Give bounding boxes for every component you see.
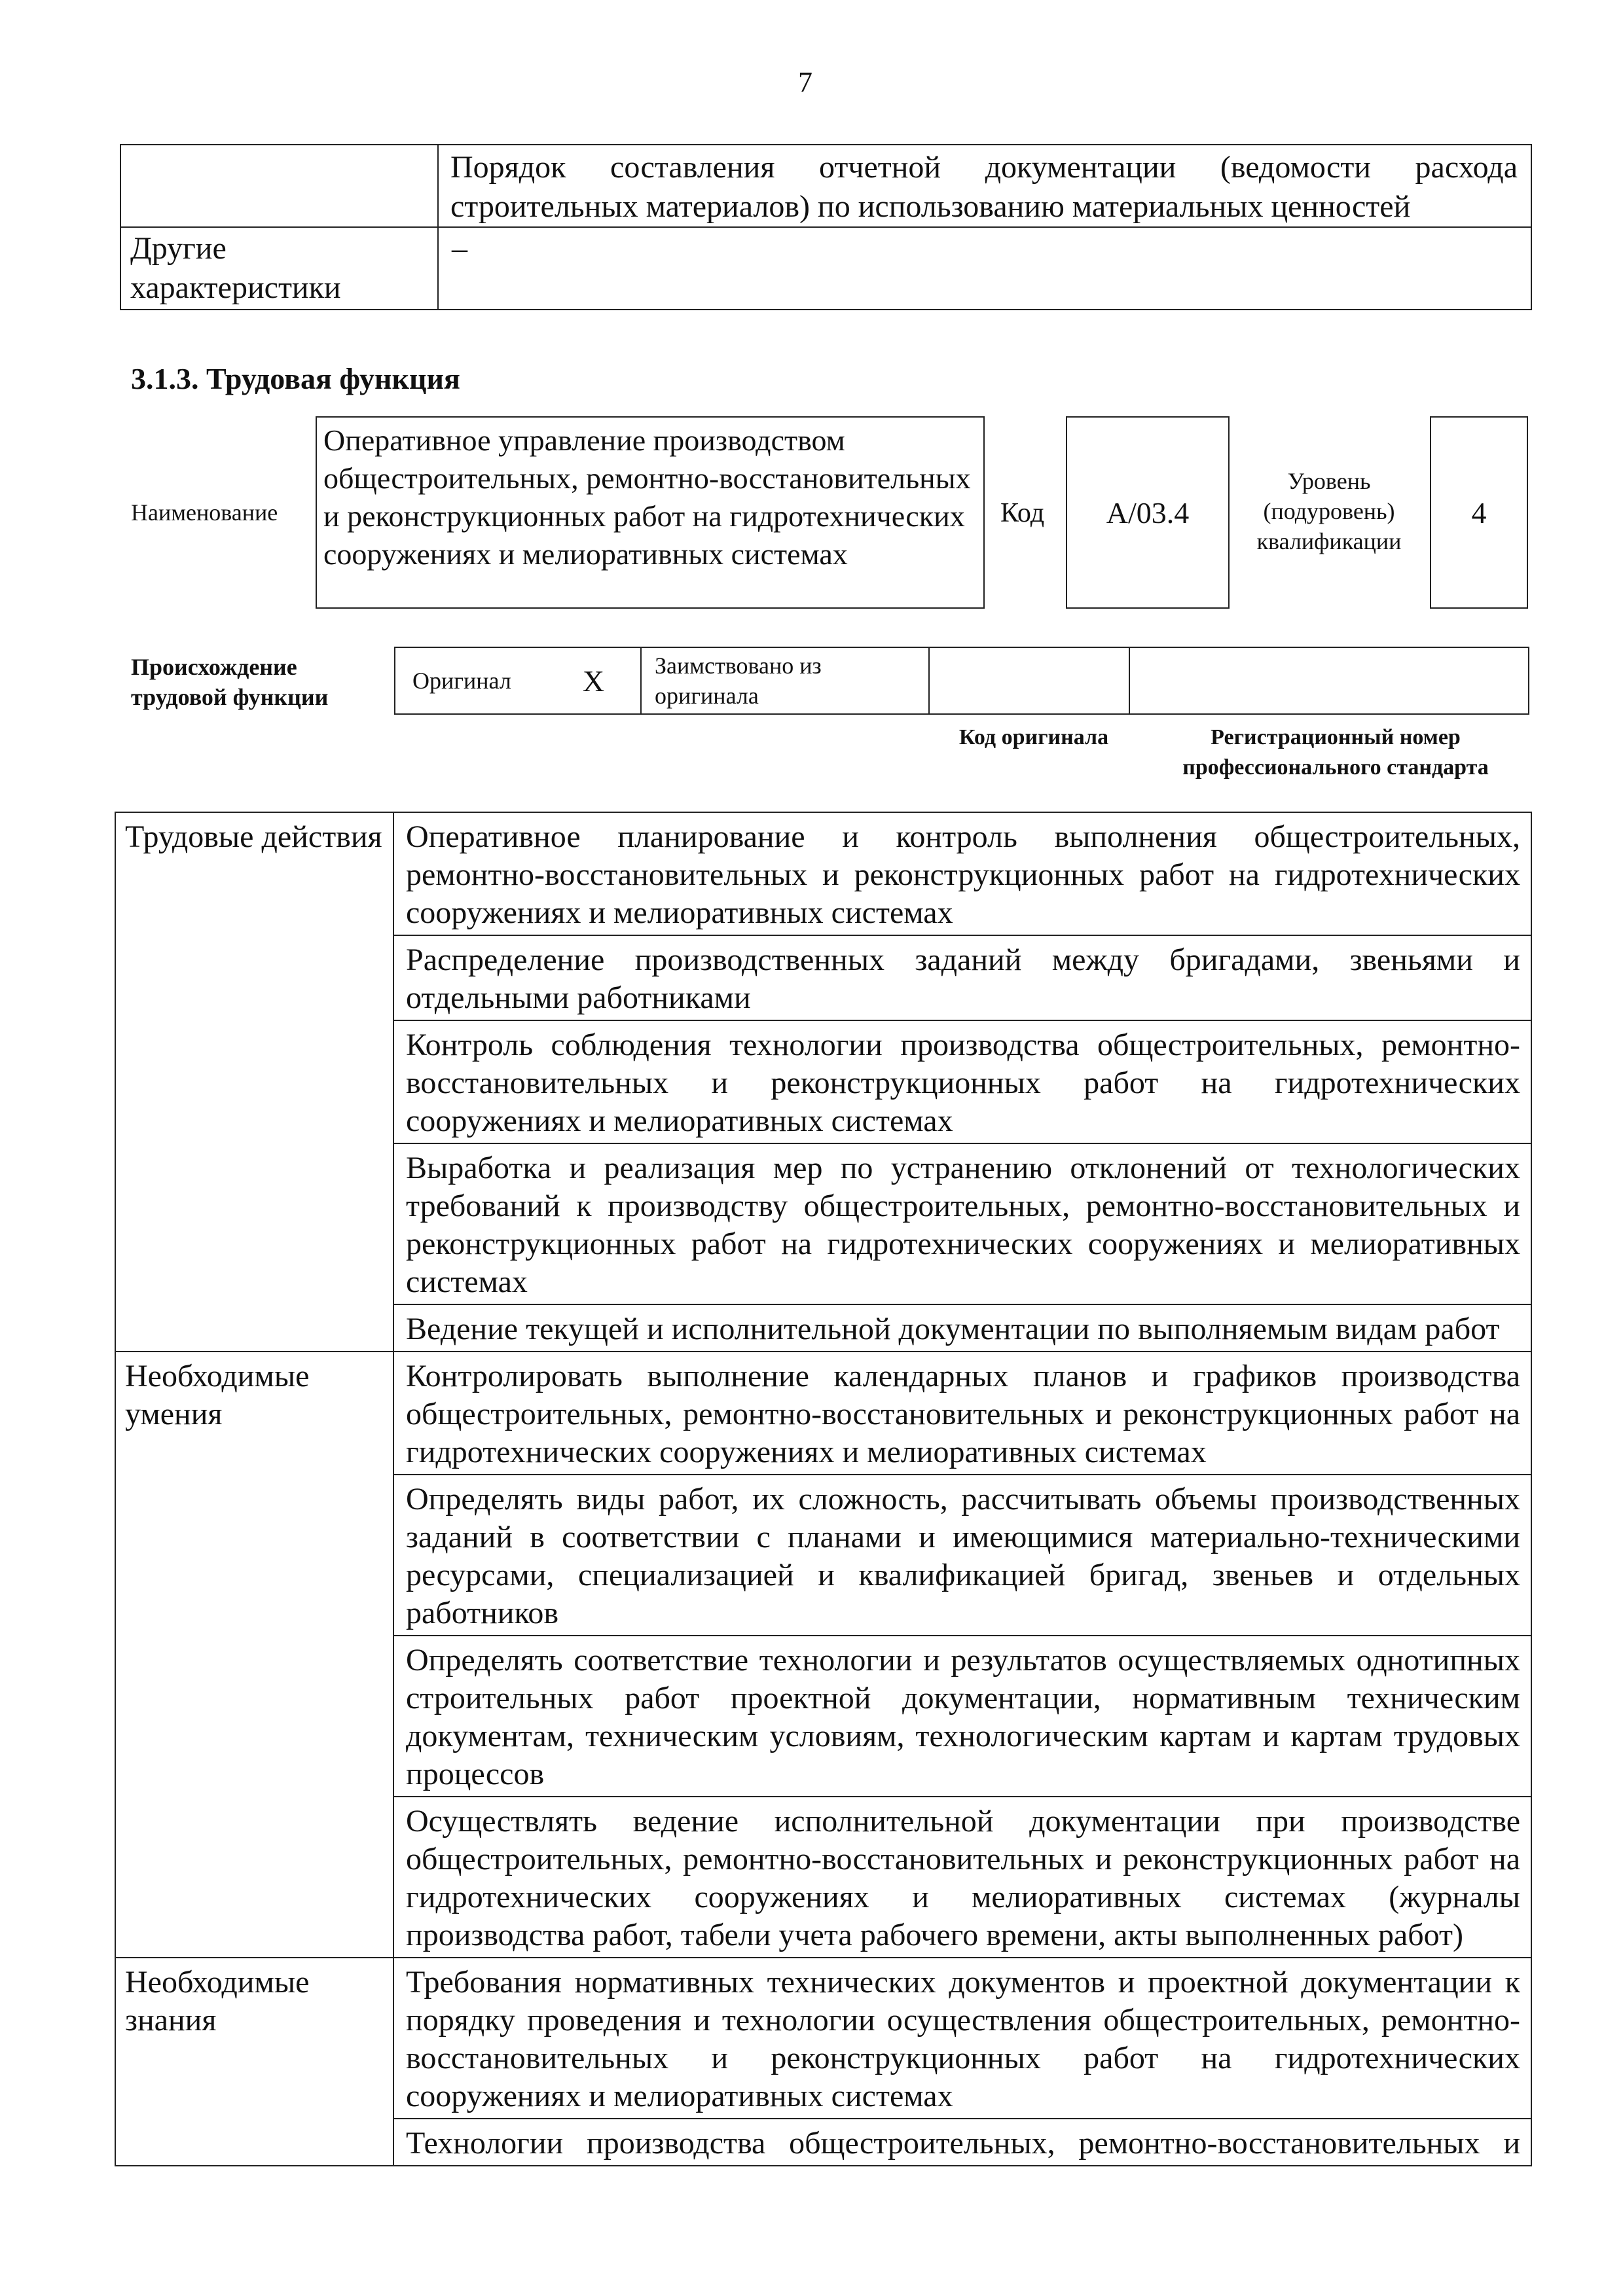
list-item: Оперативное планирование и контроль выполнения общестроительных, ремонтно-восстановительных и реконструкционных работ на гидротехнических сооружениях и мелиоративных системах (393, 812, 1531, 935)
list-item: Определять соответствие технологии и результатов осуществляемых однотипных строительных работ проектной документации, нормативным техническим документам, техническим условиям, технологическим картам и картам трудовых процессов (393, 1636, 1531, 1797)
list-item: Контролировать выполнение календарных планов и графиков производства общестроительных, ремонтно-восстановительных и реконструкционных работ на гидротехнических сооружениях и мелиоративных системах (393, 1352, 1531, 1475)
other-characteristics-label: Другие характеристики (120, 227, 438, 310)
code-box: А/03.4 (1066, 416, 1230, 609)
origin-label: Происхождение трудовой функции (131, 654, 329, 710)
level-box: 4 (1430, 416, 1528, 609)
function-name-box: Оперативное управление производством общестроительных, ремонтно-восстановительных и реконструкционных работ на гидротехнических сооружениях и мелиоративных системах (316, 416, 985, 609)
list-item: Осуществлять ведение исполнительной документации при производстве общестроительных, ремонтно-восстановительных и реконструкционных работ на гидротехнических сооружениях и мелиоративных системах (журналы производства работ, табели учета рабочего времени, акты выполненных работ) (393, 1797, 1531, 1958)
required-knowledge-label: Необходимые знания (115, 1958, 393, 2166)
borrowed-label: Заимствовано из оригинала (641, 647, 929, 714)
list-item: Контроль соблюдения технологии производства общестроительных, ремонтно-восстановительных и реконструкционных работ на гидротехнических сооружениях и мелиоративных системах (393, 1020, 1531, 1143)
code-label: Код (1000, 498, 1045, 528)
original-label: Оригинал (395, 647, 547, 714)
original-code-cell (929, 647, 1129, 714)
list-item: Требования нормативных технических документов и проектной документации к порядку проведения и технологии осуществления общестроительных, ремонтно-восстановительных и реконструкционных работ на гидротехнических сооружениях и мелиоративных системах (393, 1958, 1531, 2119)
function-details-table (115, 812, 1532, 2166)
original-mark: X (547, 647, 641, 714)
list-item: Ведение текущей и исполнительной документации по выполняемым видам работ (393, 1304, 1531, 1352)
name-label: Наименование (131, 499, 278, 526)
reg-number-cell (1129, 647, 1529, 714)
previous-function-table (120, 144, 1532, 310)
origin-table (394, 647, 1529, 715)
list-item: Выработка и реализация мер по устранению отклонений от технологических требований к производству общестроительных, ремонтно-восстановительных и реконструкционных работ на гидротехнических сооружениях и мелиоративных системах (393, 1143, 1531, 1304)
report-order-cell: Порядок составления отчетной документации (ведомости расхода строительных материалов) по использованию материальных ценностей (438, 145, 1531, 227)
list-item: Определять виды работ, их сложность, рассчитывать объемы производственных заданий в соответствии с планами и имеющимися материально-техническими ресурсами, специализацией и квалификацией бригад, звеньев и отдельных работников (393, 1475, 1531, 1636)
level-label: Уровень (подуровень) квалификации (1256, 468, 1402, 554)
labor-actions-label: Трудовые действия (115, 812, 393, 1352)
original-code-caption: Код оригинала (958, 725, 1109, 749)
empty-label-cell (120, 145, 438, 227)
other-characteristics-value: – (438, 227, 1531, 310)
reg-number-caption: Регистрационный номер профессионального стандарта (1182, 725, 1489, 780)
list-item: Распределение производственных заданий между бригадами, звеньями и отдельными работниками (393, 935, 1531, 1020)
section-heading: 3.1.3. Трудовая функция (131, 362, 460, 395)
page-number: 7 (798, 66, 812, 98)
required-skills-label: Необходимые умения (115, 1352, 393, 1958)
list-item: Технологии производства общестроительных, ремонтно-восстановительных и (393, 2119, 1531, 2166)
